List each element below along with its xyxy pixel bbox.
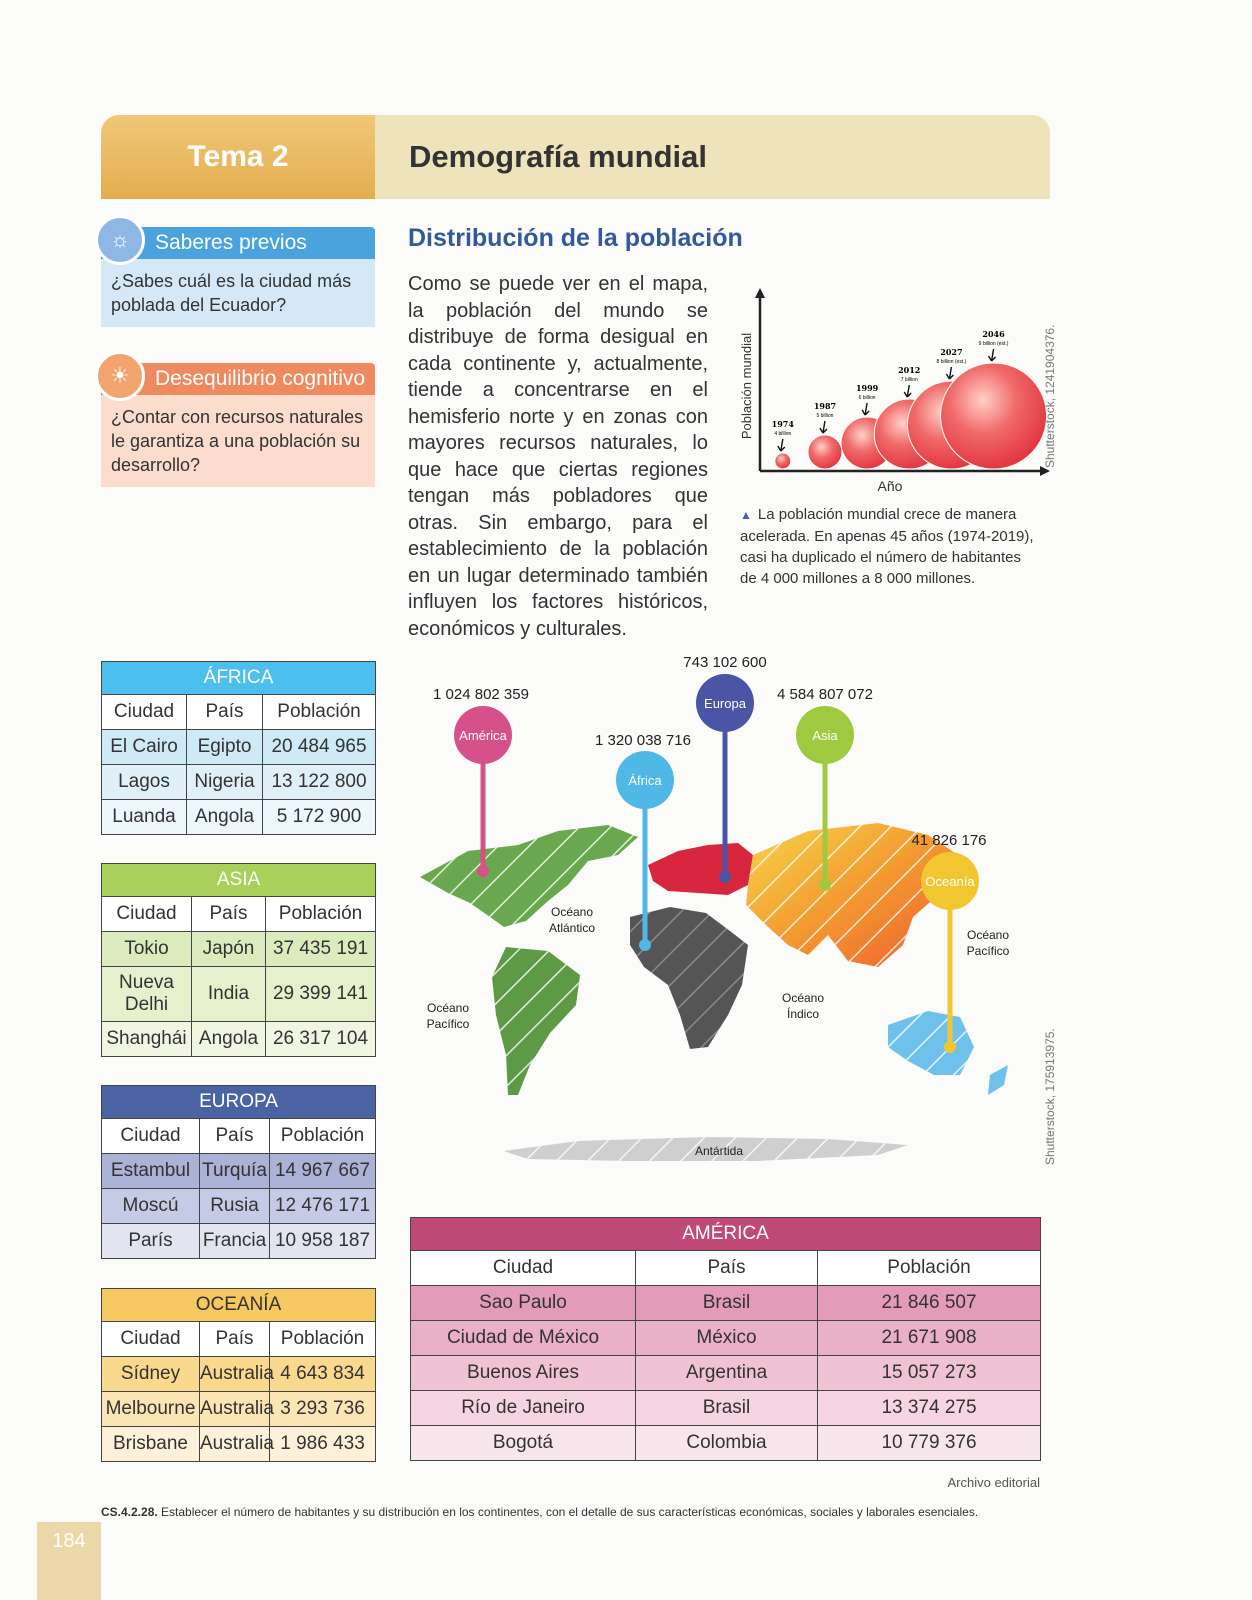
map-credit: Shutterstock, 175913975. [1043,1028,1057,1165]
pin-oceania-label: Oceanía [925,874,975,889]
pin-africa-value: 1 320 038 716 [595,732,691,749]
table-europa-title: EUROPA [102,1086,376,1119]
chart-credit: Shutterstock, 1241904376. [1043,324,1057,468]
globe-label-1987: 5 billion [816,413,834,419]
table-america-title: AMÉRICA [411,1218,1041,1251]
globe-year-1987: 1987 [813,401,837,411]
globe-arrow-1974 [778,439,785,451]
table-row: El Cairo Egipto 20 484 965 [102,730,376,765]
col-poblacion: Población [270,1322,376,1357]
globe-label-2046: 9 billion (est.) [978,341,1009,347]
chart-svg [735,286,1055,496]
pin-oceania-value: 41 826 176 [911,832,987,849]
globe-year-1999: 1999 [855,383,879,393]
saberes-previos-text: ¿Sabes cuál es la ciudad más poblada del Ecuador? [101,259,375,327]
north-america-hatch [420,825,638,927]
new-zealand-shape [988,1065,1008,1095]
pin-america-value: 1 024 802 359 [433,686,529,703]
table-row: Luanda Angola 5 172 900 [102,800,376,835]
desequilibrio-title: Desequilibrio cognitivo [101,363,375,395]
table-row: Estambul Turquía 14 967 667 [102,1154,376,1189]
col-pais: País [200,1322,270,1357]
africa-hatch [630,907,748,1049]
table-row: Shanghái Angola 26 317 104 [102,1022,376,1057]
col-ciudad: Ciudad [102,695,187,730]
globe-2046 [941,363,1047,469]
globe-arrow-2012 [904,385,911,397]
col-pais: País [200,1119,270,1154]
australia-hatch [888,1011,974,1075]
globe-label-1974: 4 billion [774,431,792,437]
desequilibrio-box [101,363,375,487]
saberes-previos-box [101,227,375,327]
globe-1987 [808,435,842,469]
pin-america-label: América [459,728,507,743]
population-growth-chart [735,286,1055,496]
globe-1974 [775,453,791,469]
footer-note [101,1505,1051,1519]
globe-year-2027: 2027 [940,347,963,357]
ocean-atlantico-1: Océano [550,905,594,919]
chart-caption [740,504,1040,589]
globe-year-1974: 1974 [771,419,794,429]
col-pais: País [187,695,263,730]
col-ciudad: Ciudad [102,1119,200,1154]
chart-caption-text: La población mundial crece de manera acelerada. En apenas 45 años (1974-2019), casi ha duplicado el número de habitantes de 4 000 millones a 8 000 millones. [740,506,1034,587]
globe-year-2012: 2012 [898,365,921,375]
globe-arrow-1987 [820,421,827,433]
table-row: Moscú Rusia 12 476 171 [102,1189,376,1224]
table-africa [101,661,376,835]
desequilibrio-text: ¿Contar con recursos naturales le garantiza a una población su desarrollo? [101,395,375,487]
south-america-hatch [492,947,580,1095]
ocean-atlantico-2: Atlántico [548,921,596,935]
archivo-editorial: Archivo editorial [947,1475,1040,1490]
table-row: Lagos Nigeria 13 122 800 [102,765,376,800]
footer-text: Establecer el número de habitantes y su distribución en los continentes, con el detalle de sus características económicas, sociales y laborales esenciales. [161,1505,979,1519]
table-africa-title: ÁFRICA [102,662,376,695]
antartida-label: Antártida [694,1144,744,1158]
globe-year-2046: 2046 [982,329,1005,339]
table-row: Ciudad de México México 21 671 908 [411,1321,1041,1356]
col-poblacion: Población [263,695,376,730]
table-row: Brisbane Australia 1 986 433 [102,1427,376,1462]
globe-label-2027: 8 billion (est.) [936,359,967,365]
ocean-indico-1: Océano [781,991,825,1005]
chart-xlabel: Año [877,478,903,494]
ocean-indico-2: Índico [786,1007,820,1021]
table-europa [101,1085,376,1259]
globe-arrow-2046 [989,349,996,361]
table-row: Río de Janeiro Brasil 13 374 275 [411,1391,1041,1426]
table-oceania-title: OCEANÍA [102,1289,376,1322]
table-row: Tokio Japón 37 435 191 [102,932,376,967]
col-ciudad: Ciudad [411,1251,636,1286]
col-poblacion: Población [270,1119,376,1154]
table-row: Sídney Australia 4 643 834 [102,1357,376,1392]
table-row: Buenos Aires Argentina 15 057 273 [411,1356,1041,1391]
ocean-pacifico-w-2: Pacífico [426,1017,470,1031]
table-row: París Francia 10 958 187 [102,1224,376,1259]
page-number: 184 [37,1522,101,1600]
table-row: Nueva Delhi India 29 399 141 [102,967,376,1022]
footer-code: CS.4.2.28. [101,1505,158,1519]
globe-label-2012: 7 billion [900,377,918,383]
tema-label: Tema 2 [101,115,375,199]
pin-europa-value: 743 102 600 [683,655,767,671]
col-ciudad: Ciudad [102,897,192,932]
map-svg [408,655,1048,1200]
ocean-pacifico-w-1: Océano [426,1001,470,1015]
col-poblacion: Población [818,1251,1041,1286]
table-america [410,1217,1041,1461]
saberes-previos-title: Saberes previos [101,227,375,259]
brain-icon: ☼ [95,215,145,265]
chart-ylabel: Población mundial [739,332,754,440]
europe-shape [648,843,753,895]
triangle-icon: ▲ [740,508,752,522]
col-pais: País [192,897,266,932]
table-oceania [101,1288,376,1462]
pin-asia-label: Asia [812,728,838,743]
col-poblacion: Población [266,897,376,932]
table-asia [101,863,376,1057]
world-population-map [408,655,1048,1200]
pin-africa-label: África [628,773,662,788]
globe-label-1999: 6 billion [858,395,876,401]
globe-arrow-1999 [862,403,869,415]
pin-asia-value: 4 584 807 072 [777,686,873,703]
col-pais: País [636,1251,818,1286]
table-row: Melbourne Australia 3 293 736 [102,1392,376,1427]
section-paragraph: Como se puede ver en el mapa, la población del mundo se distribuye de forma desigual en cada continente y, actualmente, tiende a concentrarse en el hemisferio norte y en zonas con mayores recursos naturales, lo que hace que ciertas regiones tengan más pobladores que otras. Sin embargo, para el establecimiento de la población en un lugar determinado también influyen los factores históricos, económicos y culturales. [408,273,708,640]
ocean-pacifico-e-1: Océano [966,928,1010,942]
ocean-pacifico-e-2: Pacífico [966,944,1010,958]
pin-europa-label: Europa [704,696,746,711]
y-axis-arrow [755,288,765,298]
globe-arrow-2027 [946,367,953,379]
col-ciudad: Ciudad [102,1322,200,1357]
table-row: Bogotá Colombia 10 779 376 [411,1426,1041,1461]
lightbulb-icon: ☀ [95,351,145,401]
page-title: Demografía mundial [375,115,1050,199]
table-asia-title: ASIA [102,864,376,897]
table-row: Sao Paulo Brasil 21 846 507 [411,1286,1041,1321]
section-title: Distribución de la población [408,224,743,252]
